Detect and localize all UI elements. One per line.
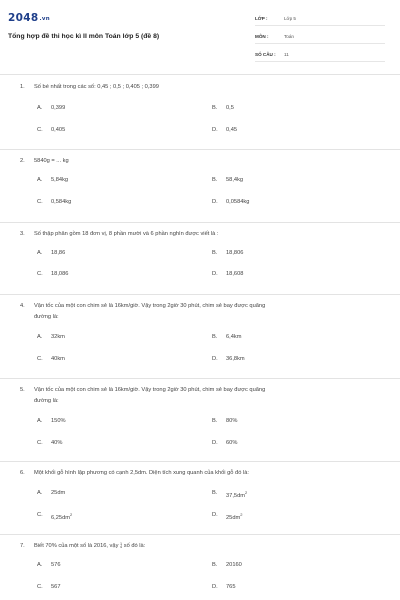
option-text: 18,806 [226, 250, 244, 256]
meta-row-count [255, 48, 385, 62]
logo-suffix: .vn [39, 16, 50, 22]
question-text: Một khối gỗ hình lập phương có cạnh 2,5dm. Diện tích xung quanh của khối gỗ đó là: [34, 470, 249, 476]
question-4 [0, 294, 400, 378]
option-text [226, 512, 242, 521]
option-text: 58,4kg [226, 177, 244, 183]
question-number: 7. [20, 543, 25, 549]
document-header [0, 0, 400, 72]
question-number: 6. [20, 470, 25, 476]
question-text [34, 385, 394, 407]
option-text: 20160 [226, 562, 242, 568]
question-text-line1: Vận tốc của một con chim sẻ là 16km/giờ. Vậy trong 2giờ 30 phút, chim sẻ bay được quãng [34, 387, 266, 393]
option-text: 0,584kg [51, 199, 72, 205]
option-text: 0,5 [226, 105, 234, 111]
option-letter: A. [37, 250, 43, 256]
question-number: 1. [20, 84, 25, 90]
option-letter: D. [212, 440, 218, 446]
option-text: 32km [51, 334, 65, 340]
option-text [51, 512, 72, 521]
question-1 [0, 74, 400, 149]
document-title: Tổng hợp đề thi học kì II môn Toán lớp 5 (đề 8) [8, 33, 160, 40]
fraction-denominator: 4 [120, 545, 123, 549]
option-letter: B. [212, 418, 218, 424]
option-letter: B. [212, 490, 218, 496]
option-text: 567 [51, 584, 61, 590]
option-letter: D. [212, 199, 218, 205]
logo-main: 2048 [8, 12, 39, 24]
meta-row-subject [255, 30, 385, 44]
meta-value: Toán [284, 34, 294, 39]
option-letter: B. [212, 105, 218, 111]
option-letter: B. [212, 334, 218, 340]
question-text-line2: đường là: [34, 314, 59, 320]
option-text: 40% [51, 440, 63, 446]
option-text: 18,608 [226, 271, 244, 277]
option-value: 6,25dm [51, 514, 70, 521]
option-text: 40km [51, 356, 65, 362]
option-letter: C. [37, 440, 43, 446]
option-text: 765 [226, 584, 236, 590]
option-letter: B. [212, 562, 218, 568]
fraction [120, 543, 122, 550]
option-letter: D. [212, 356, 218, 362]
question-text-part1: Biết 70% của một số là 2016, vậy [34, 543, 119, 549]
question-number: 3. [20, 231, 25, 237]
option-value: 25dm [226, 514, 241, 521]
question-text-line1: Vận tốc của một con chim sẻ là 16km/giờ. Vậy trong 2giờ 30 phút, chim sẻ bay được quãng [34, 303, 266, 309]
site-logo[interactable] [8, 12, 50, 24]
option-letter: C. [37, 271, 43, 277]
option-text [226, 490, 247, 499]
superscript: 2 [69, 512, 73, 517]
question-5 [0, 378, 400, 461]
question-text-line2: đường là: [34, 398, 59, 404]
option-letter: C. [37, 199, 43, 205]
option-letter: C. [37, 127, 43, 133]
option-text: 0,405 [51, 127, 66, 133]
option-letter: A. [37, 562, 43, 568]
question-6 [0, 461, 400, 534]
option-letter: B. [212, 250, 218, 256]
fraction-numerator: 1 [120, 541, 123, 546]
option-value: 37,5dm [226, 492, 245, 499]
option-text: 5,84kg [51, 177, 69, 183]
option-letter: A. [37, 418, 43, 424]
question-text [34, 301, 394, 323]
question-2 [0, 149, 400, 222]
option-letter: C. [37, 356, 43, 362]
question-text [34, 541, 394, 552]
option-text: 36,8km [226, 356, 245, 362]
option-text: 25dm [51, 490, 66, 496]
meta-label: MÔN : [255, 34, 269, 39]
option-text: 60% [226, 440, 238, 446]
question-3 [0, 222, 400, 294]
option-letter: C. [37, 512, 43, 518]
meta-row-class [255, 12, 385, 26]
option-letter: D. [212, 271, 218, 277]
option-text: 0,399 [51, 105, 66, 111]
option-text: 6,4km [226, 334, 242, 340]
question-list [0, 74, 400, 600]
option-letter: B. [212, 177, 218, 183]
option-letter: D. [212, 584, 218, 590]
option-text: 18,086 [51, 271, 69, 277]
question-number: 2. [20, 158, 25, 164]
question-text: Số bé nhất trong các số: 0,45 ; 0,5 ; 0,405 ; 0,399 [34, 84, 159, 90]
meta-value: Lớp 5 [284, 16, 296, 21]
option-text: 0,0584kg [226, 199, 250, 205]
option-letter: C. [37, 584, 43, 590]
meta-value: 11 [284, 52, 289, 57]
option-letter: A. [37, 177, 43, 183]
meta-panel [255, 12, 385, 66]
superscript: 2 [244, 490, 248, 495]
option-letter: A. [37, 105, 43, 111]
option-letter: A. [37, 334, 43, 340]
option-letter: D. [212, 512, 218, 518]
meta-label: SỐ CÂU : [255, 52, 276, 57]
question-7 [0, 534, 400, 600]
question-text: Số thập phân gồm 18 đơn vị, 8 phần mười và 6 phần nghìn được viết là : [34, 231, 219, 237]
option-text: 18,86 [51, 250, 66, 256]
question-text: 5840g = ... kg [34, 158, 69, 164]
option-text: 80% [226, 418, 238, 424]
meta-label: LỚP : [255, 16, 268, 21]
question-number: 5. [20, 387, 25, 393]
option-text: 576 [51, 562, 61, 568]
superscript: 2 [240, 512, 243, 517]
option-letter: A. [37, 490, 43, 496]
option-text: 0,45 [226, 127, 238, 133]
option-letter: D. [212, 127, 218, 133]
question-number: 4. [20, 303, 25, 309]
question-text-part2: số đó là: [123, 543, 146, 549]
option-text: 150% [51, 418, 66, 424]
